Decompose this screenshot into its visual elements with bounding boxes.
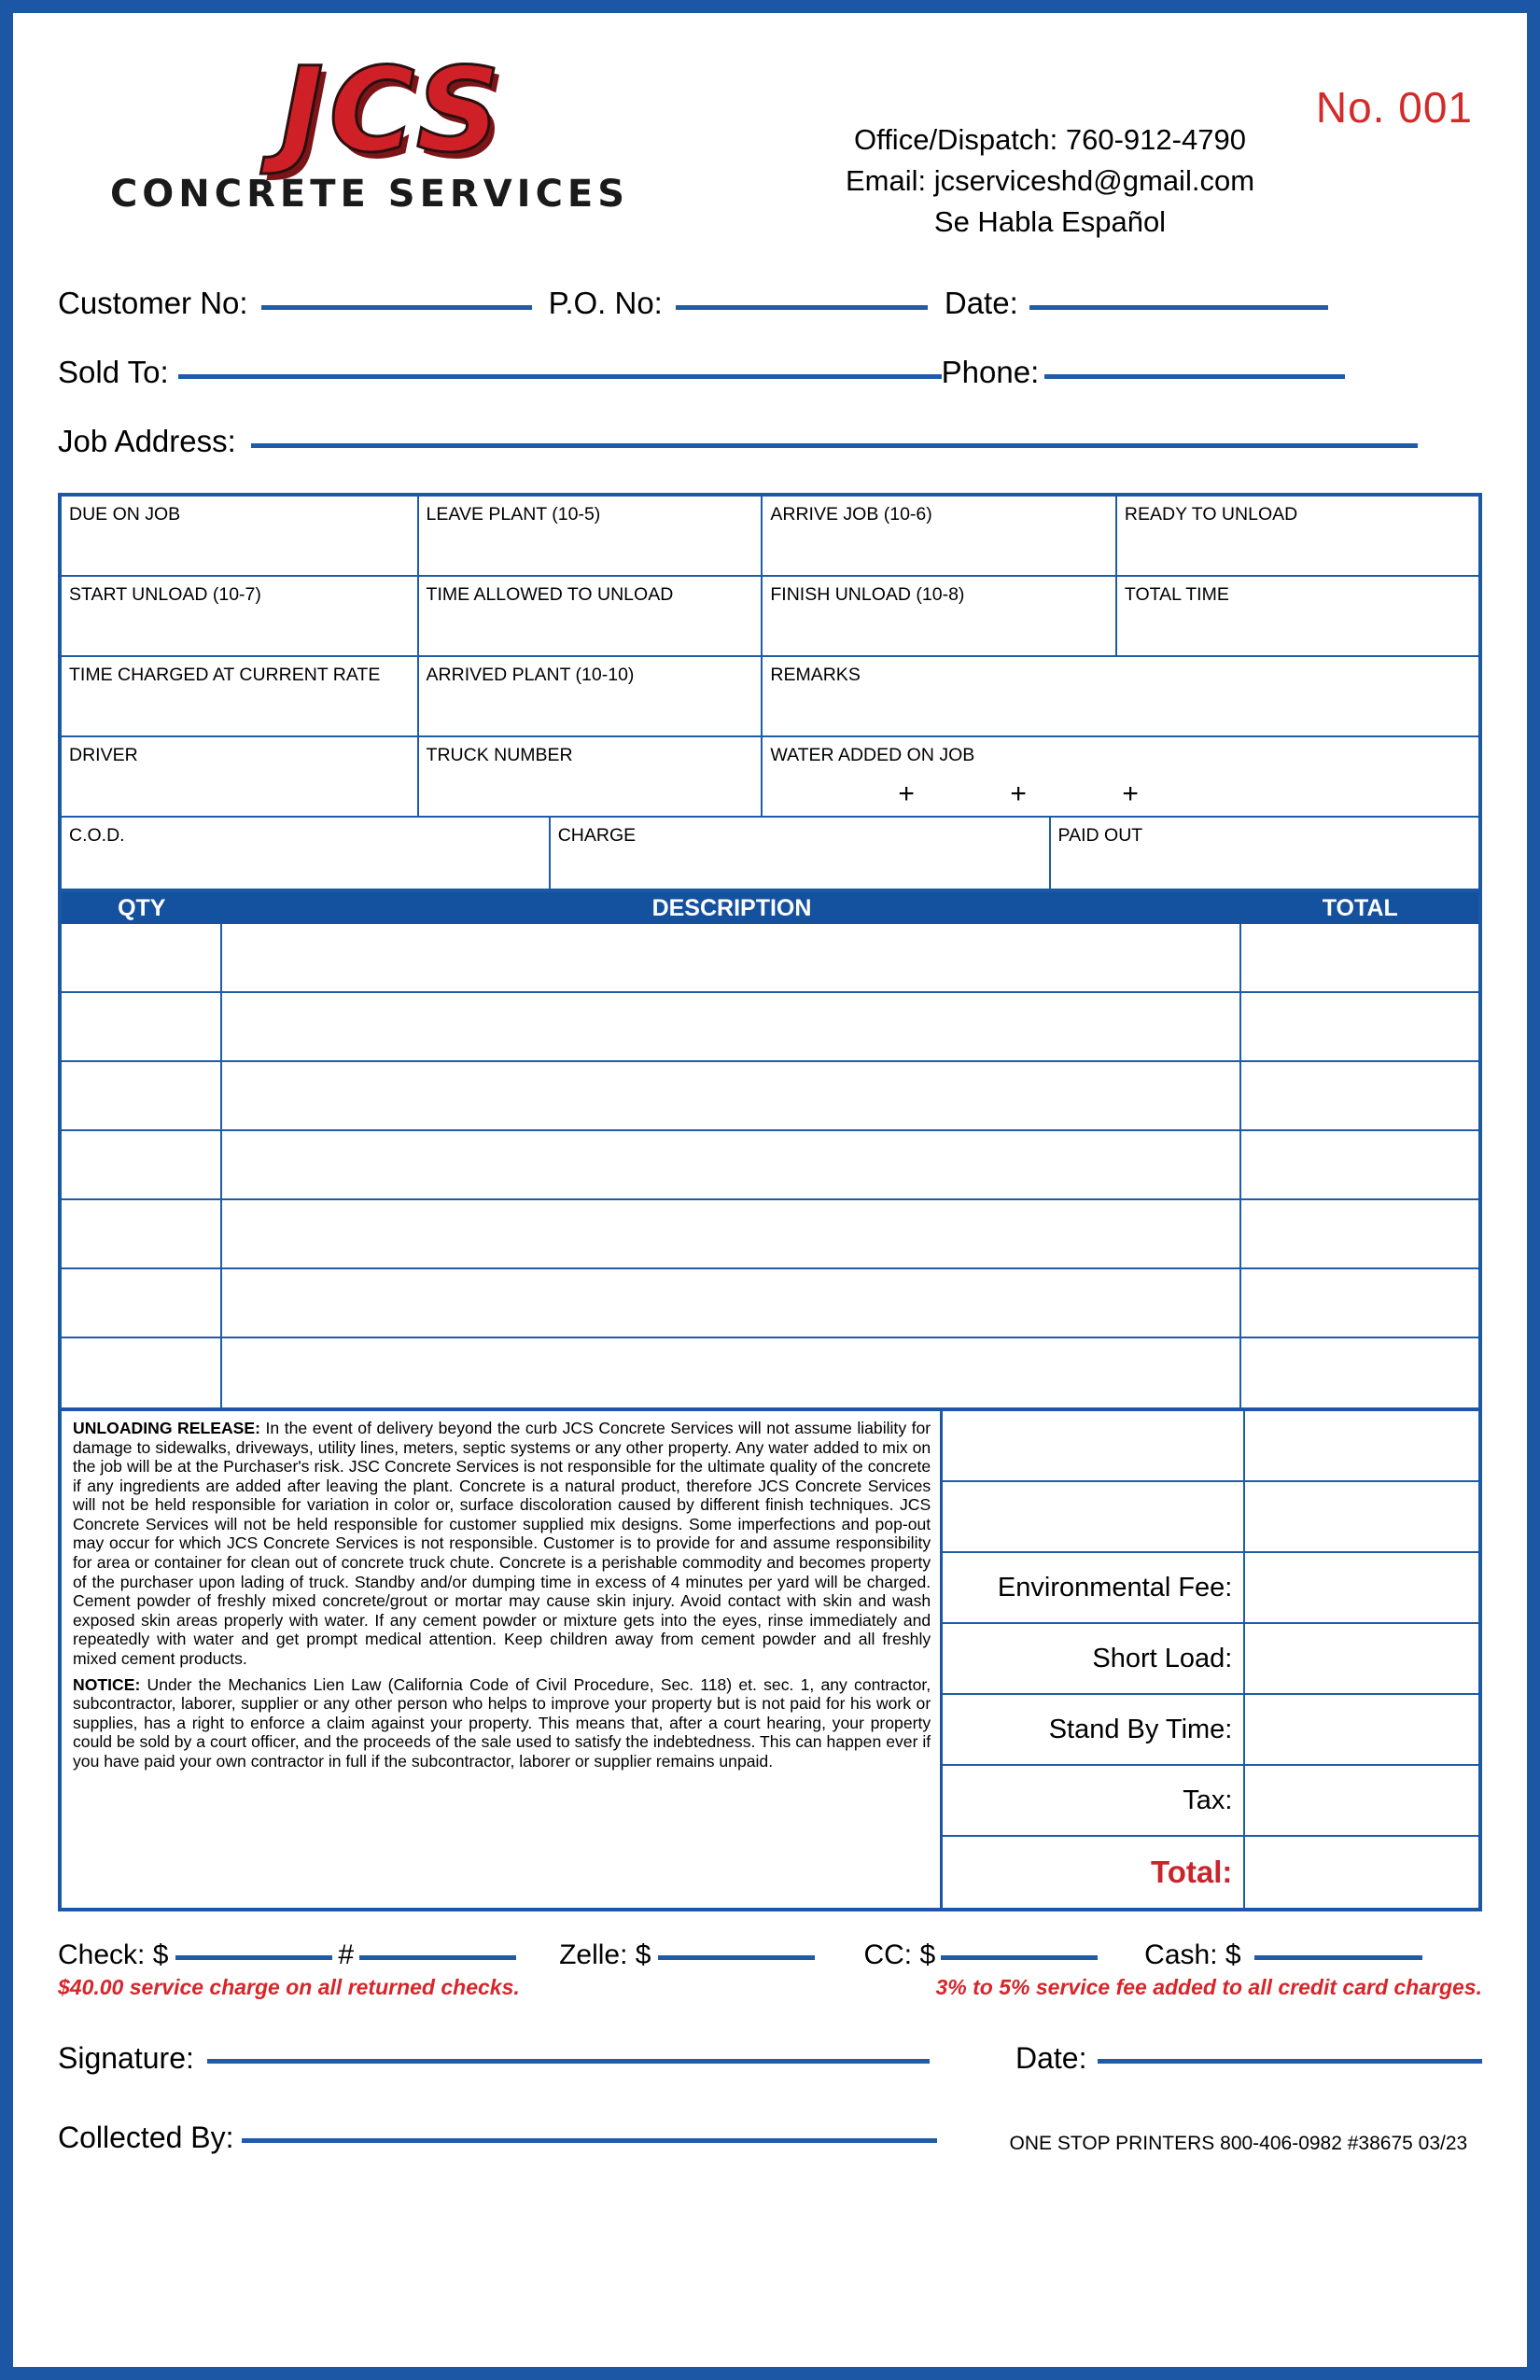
- totals-value[interactable]: [1245, 1624, 1478, 1693]
- cell-description[interactable]: [222, 1338, 1242, 1407]
- cell-description[interactable]: [222, 1062, 1242, 1129]
- cell-qty[interactable]: [62, 993, 222, 1060]
- po-no-label: P.O. No:: [548, 286, 663, 320]
- cell-water-added-on-job[interactable]: [763, 737, 1478, 816]
- table-row[interactable]: [62, 1338, 1478, 1407]
- water-plus-mark-3: +: [1122, 778, 1139, 809]
- unloading-release-paragraph: [73, 1419, 931, 1669]
- totals-label: Environmental Fee:: [943, 1553, 1245, 1622]
- cell-total[interactable]: [1241, 1200, 1478, 1267]
- grid-row-3: [62, 657, 1478, 737]
- totals-value[interactable]: [1245, 1411, 1478, 1480]
- cell-description[interactable]: [222, 993, 1242, 1060]
- phone-input[interactable]: [1044, 374, 1345, 379]
- cell-due-on-job[interactable]: DUE ON JOB: [62, 497, 419, 575]
- totals-label: Stand By Time:: [943, 1695, 1245, 1764]
- table-row[interactable]: [62, 1062, 1478, 1131]
- notice-paragraph: [73, 1675, 931, 1771]
- totals-label: [943, 1482, 1245, 1551]
- cc-amount-input[interactable]: [941, 1955, 1098, 1960]
- credit-card-fee-note: 3% to 5% service fee added to all credit card charges.: [935, 1975, 1482, 1999]
- table-row[interactable]: [62, 1269, 1478, 1338]
- cell-total[interactable]: [1241, 1062, 1478, 1129]
- totals-label: Tax:: [943, 1766, 1245, 1835]
- notice-heading: NOTICE:: [73, 1674, 141, 1694]
- cell-description[interactable]: [222, 924, 1242, 991]
- cell-description[interactable]: [222, 1200, 1242, 1267]
- water-plus-mark-2: +: [1010, 778, 1027, 809]
- check-label: Check: $: [58, 1939, 169, 1970]
- totals-row-environmental-fee: [943, 1553, 1478, 1624]
- customer-fields: [58, 286, 1482, 459]
- cell-time-charged-at-current-rate[interactable]: TIME CHARGED AT CURRENT RATE: [62, 657, 419, 735]
- cell-arrive-job[interactable]: ARRIVE JOB (10-6): [763, 497, 1117, 575]
- legal-text-block: [62, 1411, 943, 1908]
- field-row-sold-to: [58, 355, 1482, 390]
- cash-amount-input[interactable]: [1254, 1955, 1422, 1960]
- totals-value[interactable]: [1245, 1553, 1478, 1622]
- cell-total[interactable]: [1241, 924, 1478, 991]
- totals-value[interactable]: [1245, 1482, 1478, 1551]
- field-row-job-address: [58, 424, 1482, 459]
- grid-row-1: [62, 497, 1478, 577]
- cell-leave-plant[interactable]: LEAVE PLANT (10-5): [419, 497, 763, 575]
- totals-panel: [943, 1411, 1478, 1908]
- date-input[interactable]: [1029, 305, 1328, 310]
- grid-row-4: [62, 737, 1478, 818]
- line-items-table: [58, 892, 1482, 1411]
- collected-by-label: Collected By:: [58, 2121, 234, 2154]
- cc-label: CC: $: [863, 1939, 936, 1970]
- logo-wordmark: JCS: [280, 43, 506, 178]
- cell-remarks[interactable]: REMARKS: [770, 665, 861, 685]
- returned-check-note: $40.00 service charge on all returned checks.: [58, 1975, 520, 1999]
- totals-row-short-load: [943, 1624, 1478, 1695]
- cell-qty[interactable]: [62, 924, 222, 991]
- totals-label-grand-total: Total:: [943, 1837, 1245, 1908]
- printer-credit: ONE STOP PRINTERS 800-406-0982 #38675 03/23: [1009, 2133, 1468, 2154]
- collected-by-input[interactable]: [242, 2138, 937, 2143]
- cell-total[interactable]: [1241, 1131, 1478, 1198]
- check-amount-input[interactable]: [175, 1955, 332, 1960]
- totals-value[interactable]: [1245, 1695, 1478, 1764]
- totals-value[interactable]: [1245, 1766, 1478, 1835]
- phone-label: Phone:: [941, 355, 1040, 389]
- cell-qty[interactable]: [62, 1131, 222, 1198]
- check-number-input[interactable]: [359, 1955, 516, 1960]
- po-no-input[interactable]: [676, 305, 928, 310]
- totals-label: [943, 1411, 1245, 1480]
- company-logo: [58, 43, 655, 216]
- cell-driver[interactable]: DRIVER: [62, 737, 419, 816]
- logo-tagline: CONCRETE SERVICES: [109, 172, 630, 216]
- cell-total-time[interactable]: TOTAL TIME: [1124, 584, 1229, 605]
- cell-start-unload[interactable]: START UNLOAD (10-7): [62, 577, 419, 655]
- unloading-release-body: In the event of delivery beyond the curb JCS Concrete Services will not assume liability for damage to sidewalks, driveways, utility lines, meters, septic systems or any other property. Any water added to mix on the job will be at the Purchaser's risk. JSC Concrete Services is not responsible for the ultimate quality of the concrete if any ingredients are added after leaving the plant. Concrete is a natural product, therefore JCS Concrete Services will not be held responsible for variation in color or, surface discoloration caused by different finish techniques. JCS Concrete Services will not be held responsible for customer supplied mix designs. Some imperfections and pop-out may occur for which JCS Concrete Services is not responsible. Customer is to provide for and assume responsibility for area or container for clean out of concrete truck chute. Concrete is a perishable commodity and becomes property of the purchaser upon lading of truck. Standby and/or dumping time in excess of 4 minutes per yard will be charged. Cement powder of freshly mixed concrete/grout or mortar may cause skin injury. Avoid contact with skin and wash exposed skin areas properly with water. If any cement powder or mixture gets into the eyes, rinse immediately and repeatedly with water and get prompt medical attention. Keep children away from cement powder and all freshly mixed cement products.: [73, 1419, 931, 1668]
- cell-total[interactable]: [1241, 1338, 1478, 1407]
- customer-no-input[interactable]: [261, 305, 532, 310]
- payment-notes: [58, 1975, 1482, 2000]
- totals-value-grand-total[interactable]: [1245, 1837, 1478, 1908]
- cell-total[interactable]: [1241, 1269, 1478, 1337]
- payment-methods-row: [58, 1939, 1482, 1971]
- cell-qty[interactable]: [62, 1269, 222, 1337]
- date-label: Date:: [944, 286, 1018, 320]
- footer-date-label: Date:: [1015, 2041, 1087, 2075]
- cell-total[interactable]: [1241, 993, 1478, 1060]
- delivery-time-grid: [58, 493, 1482, 892]
- legal-and-totals: [58, 1411, 1482, 1911]
- totals-label: Short Load:: [943, 1624, 1245, 1693]
- notice-body: Under the Mechanics Lien Law (California Code of Civil Procedure, Sec. 118) et. sec. 1, any contractor, subcontractor, laborer, supplier or any other person who helps to improve your property but is not paid for his work or supplies, has a right to enforce a claim against your property. This means that, after a court hearing, your property could be sold by a court officer, and the proceeds of the sale used to satisfy the indebtedness. This can happen ever if you have paid your own contractor in full if the subcontractor, laborer or supplier remains unpaid.: [73, 1674, 931, 1771]
- cell-time-allowed-to-unload[interactable]: TIME ALLOWED TO UNLOAD: [419, 577, 763, 655]
- sold-to-input[interactable]: [178, 374, 942, 379]
- job-address-label: Job Address:: [58, 424, 236, 458]
- table-row[interactable]: [62, 1200, 1478, 1269]
- cell-description[interactable]: [222, 1131, 1242, 1198]
- water-plus-mark-1: +: [898, 778, 915, 809]
- zelle-amount-input[interactable]: [658, 1955, 815, 1960]
- totals-row-total: [943, 1837, 1478, 1908]
- field-row-customer: [58, 286, 1482, 321]
- cell-charge[interactable]: CHARGE: [551, 818, 1051, 889]
- document-number: No. 001: [1315, 83, 1473, 132]
- cell-paid-out[interactable]: PAID OUT: [1057, 825, 1143, 846]
- grid-row-5: [62, 818, 1478, 889]
- form-header: [58, 43, 1482, 280]
- column-header-total: TOTAL: [1322, 894, 1398, 921]
- totals-row-stand-by-time: [943, 1695, 1478, 1766]
- cell-truck-number[interactable]: TRUCK NUMBER: [419, 737, 763, 816]
- totals-row-tax: [943, 1766, 1478, 1837]
- cell-finish-unload[interactable]: FINISH UNLOAD (10-8): [763, 577, 1117, 655]
- contact-block: [618, 47, 1482, 243]
- unloading-release-heading: UNLOADING RELEASE:: [73, 1419, 261, 1437]
- cell-qty[interactable]: [62, 1062, 222, 1129]
- footer-date-input[interactable]: [1098, 2059, 1482, 2064]
- zelle-label: Zelle: $: [559, 1939, 651, 1970]
- cell-ready-to-unload[interactable]: READY TO UNLOAD: [1124, 504, 1298, 525]
- cell-qty[interactable]: [62, 1338, 222, 1407]
- cell-cod[interactable]: C.O.D.: [62, 818, 551, 889]
- totals-row-blank-1: [943, 1411, 1478, 1482]
- water-added-label: WATER ADDED ON JOB: [770, 745, 975, 765]
- cell-arrived-plant[interactable]: ARRIVED PLANT (10-10): [419, 657, 763, 735]
- table-row[interactable]: [62, 1131, 1478, 1200]
- contact-email: Email: jcserviceshd@gmail.com: [845, 164, 1255, 198]
- cell-description[interactable]: [222, 1269, 1242, 1337]
- contact-language: Se Habla Español: [933, 205, 1167, 239]
- line-items-header: [62, 892, 1478, 924]
- job-address-input[interactable]: [251, 443, 1418, 448]
- sold-to-label: Sold To:: [58, 355, 169, 389]
- signature-input[interactable]: [207, 2059, 930, 2064]
- cash-label: Cash: $: [1144, 1939, 1241, 1970]
- table-row[interactable]: [62, 924, 1478, 993]
- totals-row-blank-2: [943, 1482, 1478, 1553]
- grid-row-2: [62, 577, 1478, 657]
- cell-qty[interactable]: [62, 1200, 222, 1267]
- contact-phone: Office/Dispatch: 760-912-4790: [854, 123, 1246, 156]
- table-row[interactable]: [62, 993, 1478, 1062]
- check-number-label: #: [338, 1939, 355, 1970]
- collected-by-row: [58, 2121, 1482, 2155]
- column-header-qty: QTY: [118, 894, 166, 921]
- signature-row: [58, 2041, 1482, 2076]
- column-header-description: DESCRIPTION: [651, 894, 812, 921]
- payment-section: [58, 1939, 1482, 2000]
- customer-no-label: Customer No:: [58, 286, 248, 320]
- signature-label: Signature:: [58, 2041, 194, 2075]
